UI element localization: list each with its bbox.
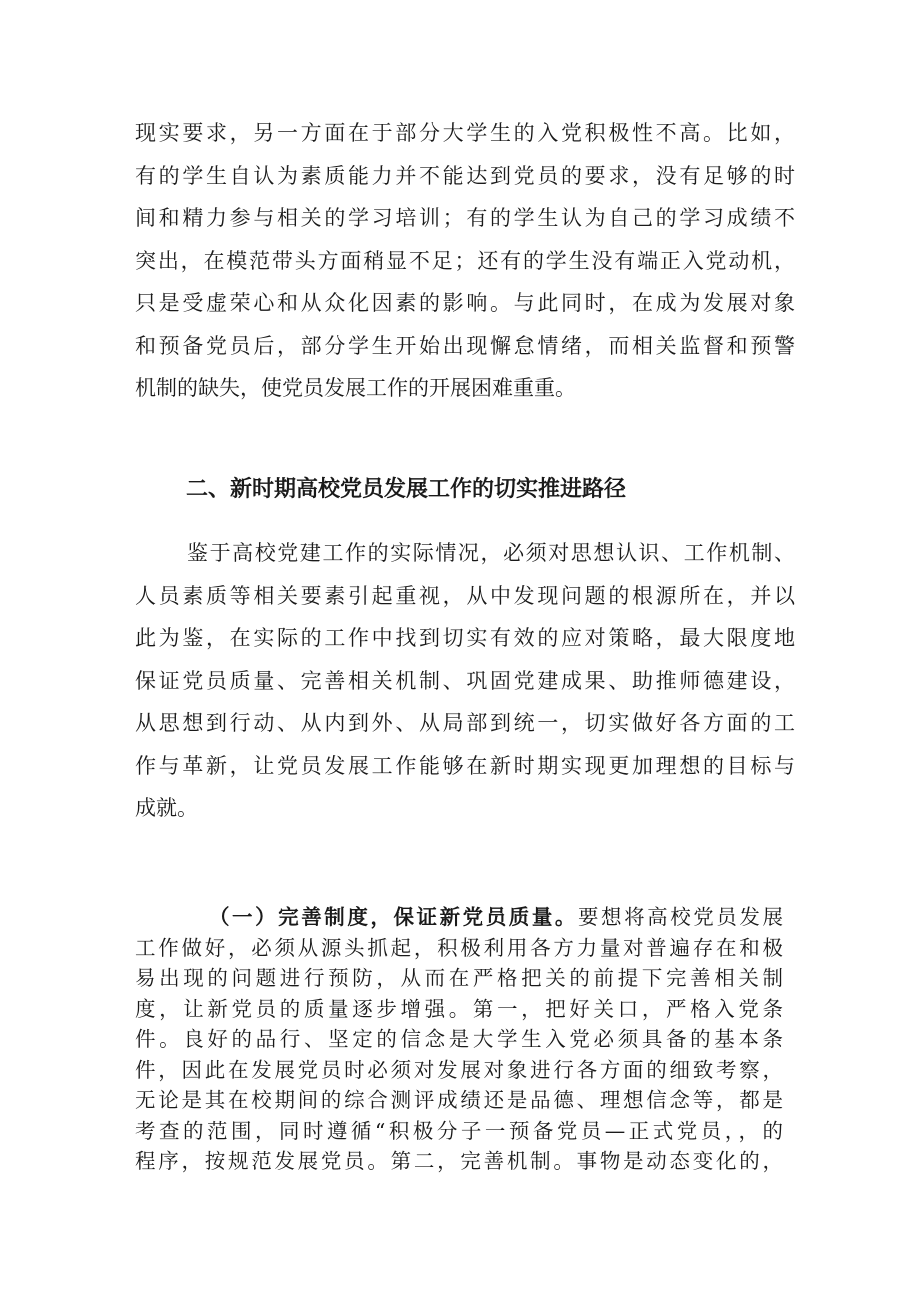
paragraph-text: 要想将高校党员发展 bbox=[578, 905, 783, 929]
paragraph-line: 程序，按规范发展党员。第二，完善机制。事物是动态变化的， bbox=[135, 1149, 783, 1173]
paragraph-line: 从思想到行动、从内到外、从局部到统一，切实做好各方面的工 bbox=[135, 711, 795, 735]
paragraph-line: 工作做好，必须从源头抓起，积极利用各方力量对普遍存在和极 bbox=[135, 935, 783, 960]
paragraph-line: 作与革新，让党员发展工作能够在新时期实现更加理想的目标与 bbox=[135, 753, 795, 778]
subsection-heading: （一）完善制度，保证新党员质量。 bbox=[209, 905, 578, 929]
paragraph-line: 鉴于高校党建工作的实际情况，必须对思想认识、工作机制、 bbox=[187, 541, 795, 565]
paragraph-line: 人员素质等相关要素引起重视，从中发现问题的根源所在，并以 bbox=[135, 583, 795, 608]
paragraph-line: 间和精力参与相关的学习培训；有的学生认为自己的学习成绩不 bbox=[135, 206, 795, 230]
paragraph-first-line bbox=[135, 902, 783, 933]
paragraph-line: 和预备党员后，部分学生开始出现懈怠情绪，而相关监督和预警 bbox=[135, 333, 795, 358]
paragraph-1 bbox=[135, 112, 795, 410]
paragraph-line: 机制的缺失，使党员发展工作的开展困难重重。 bbox=[135, 376, 576, 400]
paragraph-line: 现实要求，另一方面在于部分大学生的入党积极性不高。比如， bbox=[135, 121, 795, 145]
section-heading: 二、新时期高校党员发展工作的切实推进路径 bbox=[186, 477, 627, 502]
paragraph-line: 件，因此在发展党员时必须对发展对象进行各方面的细致考察， bbox=[135, 1057, 783, 1082]
paragraph-line: 有的学生自认为素质能力并不能达到党员的要求，没有足够的时 bbox=[135, 163, 795, 188]
paragraph-line: 考查的范围，同时遵循“积极分子一预备党员—正式党员，，的 bbox=[135, 1118, 783, 1143]
paragraph-line: 度，让新党员的质量逐步增强。第一，把好关口，严格入党条 bbox=[135, 996, 783, 1021]
paragraph-3 bbox=[135, 902, 783, 1177]
paragraph-line: 件。良好的品行、坚定的信念是大学生入党必须具备的基本条 bbox=[135, 1027, 783, 1051]
paragraph-line: 突出，在模范带头方面稍显不足；还有的学生没有端正入党动机， bbox=[135, 248, 795, 273]
paragraph-line: 易出现的问题进行预防，从而在严格把关的前提下完善相关制 bbox=[135, 966, 783, 990]
paragraph-line: 此为鉴，在实际的工作中找到切实有效的应对策略，最大限度地 bbox=[135, 626, 795, 650]
paragraph-2 bbox=[135, 532, 795, 830]
paragraph-line: 成就。 bbox=[135, 796, 198, 820]
paragraph-line: 无论是其在校期间的综合测评成绩还是品德、理想信念等，都是 bbox=[135, 1088, 783, 1112]
paragraph-line: 保证党员质量、完善相关机制、巩固党建成果、助推师德建设， bbox=[135, 668, 795, 693]
paragraph-line: 只是受虚荣心和从众化因素的影响。与此同时，在成为发展对象 bbox=[135, 291, 795, 315]
